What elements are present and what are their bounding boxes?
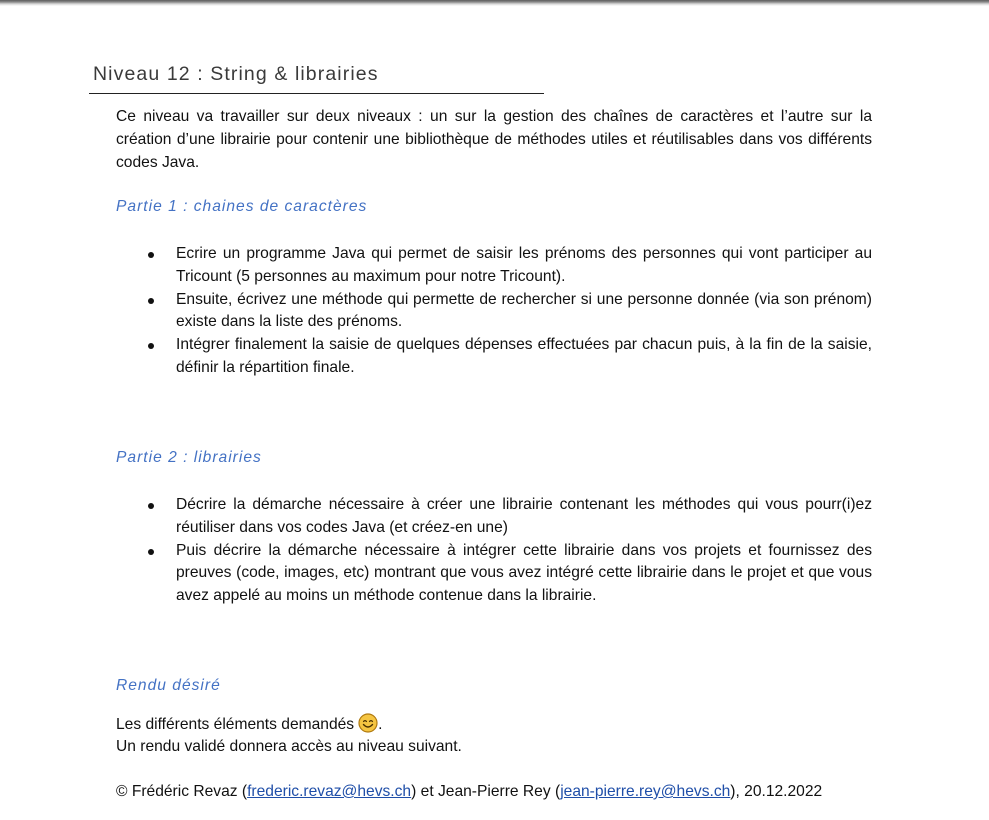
part1-bullet-list <box>148 243 872 380</box>
list-item <box>148 243 872 289</box>
list-item-text: Décrire la démarche nécessaire à créer une librairie contenant les méthodes qui vous pourr(i)ez réutiliser dans vos codes Java (et créez-en une) <box>176 496 872 536</box>
footer-suffix: ), 20.12.2022 <box>730 783 823 800</box>
bullet-icon <box>148 503 154 509</box>
section-heading-part2: Partie 2 : librairies <box>116 449 262 466</box>
list-item <box>148 494 872 540</box>
bullet-icon <box>148 252 154 258</box>
smiley-icon <box>358 713 378 733</box>
page-title: Niveau 12 : String & librairies <box>93 63 379 85</box>
list-item <box>148 334 872 380</box>
part2-bullet-list <box>148 494 872 608</box>
rendu-line-1-end: . <box>378 716 383 733</box>
footer-credits <box>116 781 822 804</box>
bullet-icon <box>148 549 154 555</box>
section-heading-rendu: Rendu désiré <box>116 677 221 694</box>
footer-prefix: © Frédéric Revaz ( <box>116 783 248 800</box>
intro-paragraph: Ce niveau va travailler sur deux niveaux : un sur la gestion des chaînes de caractères et l’autre sur la création d’une librairie pour contenir une bibliothèque de méthodes utiles et réutilisables dans vos différents codes Java. <box>116 108 872 171</box>
footer-middle: ) et Jean-Pierre Rey ( <box>411 783 561 800</box>
bullet-icon <box>148 343 154 349</box>
list-item-text: Intégrer finalement la saisie de quelques dépenses effectuées par chacun puis, à la fin de la saisie, définir la répartition finale. <box>176 336 872 376</box>
list-item-text: Ensuite, écrivez une méthode qui permette de rechercher si une personne donnée (via son prénom) existe dans la liste des prénoms. <box>176 290 872 331</box>
email-link-revaz[interactable]: frederic.revaz@hevs.ch <box>247 783 412 800</box>
title-underline <box>89 93 544 94</box>
rendu-line-2: Un rendu validé donnera accès au niveau suivant. <box>116 738 462 755</box>
list-item-text: Ecrire un programme Java qui permet de saisir les prénoms des personnes qui vont participer au Tricount (5 personnes au maximum pour notre Tricount). <box>176 245 872 285</box>
list-item-text: Puis décrire la démarche nécessaire à intégrer cette librairie dans vos projets et fournissez des preuves (code, images, etc) montrant que vous avez intégré cette librairie dans le projet et que vous avez appelé au moins un méthode contenue dans la librairie. <box>176 541 872 605</box>
rendu-line-1-text: Les différents éléments demandés <box>116 716 355 733</box>
email-link-rey[interactable]: jean-pierre.rey@hevs.ch <box>560 783 731 800</box>
list-item <box>148 289 872 335</box>
bullet-icon <box>148 298 154 304</box>
section-heading-part1: Partie 1 : chaines de caractères <box>116 198 368 215</box>
rendu-line-1 <box>116 713 382 737</box>
list-item <box>148 540 872 608</box>
